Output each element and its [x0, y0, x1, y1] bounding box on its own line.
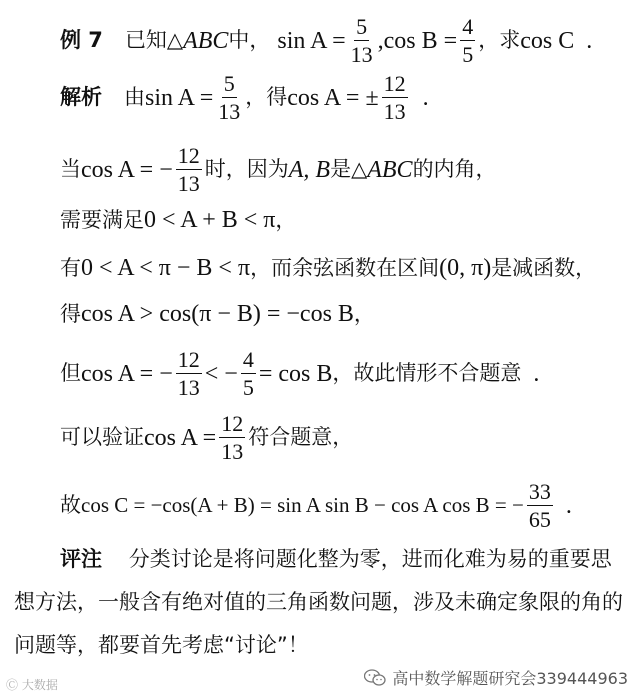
text: 的内角， — [412, 157, 497, 182]
text: 是减函数， — [491, 255, 597, 280]
text: ， — [353, 301, 375, 326]
text: 有 — [60, 255, 81, 280]
math-expr: cos A = − — [81, 156, 173, 183]
fraction: $\frac{33}{65}$ — [528, 479, 551, 533]
fraction: $\frac{5}{13}$ — [218, 71, 241, 125]
text: 时，因为 — [204, 157, 289, 182]
math-expr: cos A = ± — [287, 84, 379, 111]
text: 故 — [60, 493, 81, 518]
verify-line — [60, 412, 626, 463]
text: ，而余弦函数在区间 — [250, 255, 440, 280]
math-expr: 0 < A + B < π — [144, 207, 276, 233]
text: 但 — [60, 361, 81, 386]
math-expr: A, B — [288, 156, 331, 183]
analysis-line — [60, 72, 626, 123]
text: 需要满足 — [60, 207, 144, 232]
fraction: $\frac{12}{13}$ — [177, 143, 200, 197]
math-expr: = cos B — [258, 360, 333, 387]
example-text: 中， — [228, 28, 271, 53]
fraction: $\frac{12}{13}$ — [221, 411, 244, 465]
contradiction-line — [60, 348, 626, 399]
watermark-left: Ⓒ 大数据 — [6, 678, 58, 692]
analysis-label: 解析 — [60, 85, 102, 110]
fraction: $\frac{5}{13}$ — [350, 14, 373, 68]
watermark — [364, 666, 628, 689]
derive-line — [60, 302, 626, 326]
math-expr: cos A > cos(π − B) = −cos B — [81, 301, 354, 327]
example-text: ，求 — [478, 28, 521, 53]
text: 符合题意， — [248, 425, 354, 450]
math-expr: ,cos B = — [377, 27, 458, 54]
analysis-text: 由 — [124, 85, 145, 110]
math-expr: cos C = −cos(A + B) = sin A sin B − cos A cos B = − — [81, 493, 524, 518]
math-expr: (0, π) — [439, 255, 492, 281]
period: . — [422, 84, 429, 111]
comment-text: 分类讨论是将问题化整为零，进而化难为易的重要思想方法，一般含有绝对值的三角函数问题，涉及未确定象限的角的问题等，都要首先考虑“讨论”！ — [14, 547, 623, 657]
text: 当 — [60, 157, 81, 182]
triangle-abc: ABC — [367, 156, 413, 183]
math-expr: sin A = — [277, 27, 346, 54]
period: . — [565, 492, 572, 519]
math-expr: 0 < A < π − B < π — [81, 255, 251, 281]
text: 得 — [60, 301, 81, 326]
math-expr: < − — [204, 360, 238, 387]
example-text: 已知△ — [124, 28, 184, 53]
example-label: 例 7 — [60, 28, 103, 53]
math-expr: cos A = — [144, 424, 217, 451]
watermark-text: 高中数学解题研究会339444963 — [392, 669, 628, 688]
inequality-line — [60, 256, 626, 280]
analysis-text: ，得 — [245, 85, 288, 110]
math-expr: cos A = − — [81, 360, 173, 387]
period: . — [586, 27, 593, 54]
example-line — [60, 15, 626, 66]
text: ，故此情形不合题意 — [332, 361, 522, 386]
comment-label: 评注 — [60, 547, 102, 571]
case-line — [60, 144, 626, 195]
fraction: $\frac{4}{5}$ — [242, 347, 254, 401]
math-expr: sin A = — [145, 84, 214, 111]
fraction: $\frac{12}{13}$ — [177, 347, 200, 401]
text: ， — [275, 207, 297, 232]
fraction: $\frac{12}{13}$ — [383, 71, 406, 125]
period: . — [533, 360, 540, 387]
comment-paragraph — [14, 538, 626, 667]
wechat-icon — [364, 669, 386, 687]
math-expr: cos C — [520, 27, 575, 54]
result-line — [60, 480, 626, 531]
fraction: $\frac{4}{5}$ — [462, 14, 474, 68]
triangle-abc: ABC — [183, 27, 229, 54]
condition-line — [60, 208, 626, 232]
text: 是△ — [330, 157, 368, 182]
text: 可以验证 — [60, 425, 144, 450]
